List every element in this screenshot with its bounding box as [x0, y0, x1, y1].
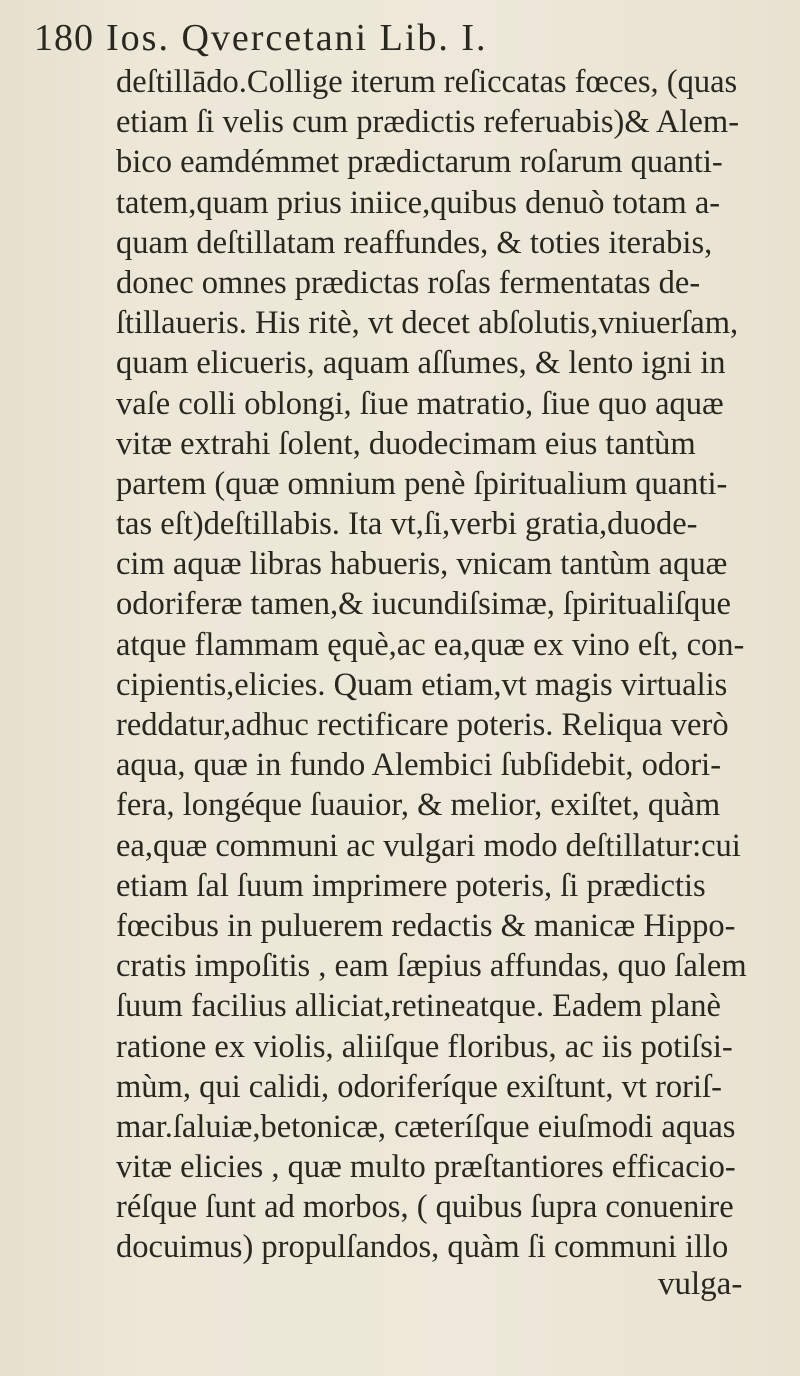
- text-line: donec omnes prædictas roſas fermentatas de-: [116, 264, 701, 301]
- text-line: réſque ſunt ad morbos, ( quibus ſupra conuenire: [116, 1189, 734, 1226]
- text-line: tatem,quam prius iniice,quibus denuò totam a-: [116, 184, 721, 221]
- text-line: fœcibus in puluerem redactis & manicæ Hippo-: [116, 907, 736, 944]
- body-text: [116, 62, 796, 1268]
- catchword: vulga-: [658, 1266, 743, 1302]
- text-line: vitæ extrahi ſolent, duodecimam eius tantùm: [116, 425, 696, 462]
- text-line: reddatur,adhuc rectificare poteris. Reliqua verò: [116, 707, 729, 743]
- text-line: atque flammam ęquè,ac ea,quæ ex vino eſt, con-: [116, 626, 745, 663]
- text-line: docuimus) propulſandos, quàm ſi communi illo: [116, 1229, 729, 1266]
- text-line: bico eamdémmet prædictarum roſarum quanti-: [116, 144, 723, 181]
- text-line: aqua, quæ in fundo Alembici ſubſidebit, odori-: [116, 747, 722, 784]
- text-line: quam deſtillatam reaffundes, & toties iterabis,: [116, 224, 713, 261]
- text-line: mar.ſaluiæ,betonicæ, cæteríſque eiuſmodi aquas: [116, 1108, 736, 1145]
- text-line: mùm, qui calidi, odoriferíque exiſtunt, vt roriſ-: [116, 1068, 722, 1105]
- text-line: tas eſt)deſtillabis. Ita vt,ſi,verbi gratia,duode-: [116, 506, 698, 543]
- running-head: [34, 12, 734, 64]
- running-title: Ios. Qvercetani Lib. I.: [106, 17, 488, 59]
- text-line: cim aquæ libras habueris, vnicam tantùm aquæ: [116, 546, 728, 583]
- text-line: odoriferæ tamen,& iucundiſsimæ, ſpiritualiſque: [116, 586, 731, 623]
- text-line: vaſe colli oblongi, ſiue matratio, ſiue quo aquæ: [116, 385, 724, 422]
- text-line: quam elicueris, aquam aſſumes, & lento igni in: [116, 345, 726, 382]
- text-line: deſtillādo.Collige iterum reſiccatas fœces, (quas: [116, 64, 738, 100]
- text-line: etiam ſi velis cum prædictis referuabis)& Alem-: [116, 104, 740, 141]
- text-line: ſuum facilius alliciat,retineatque. Eadem planè: [116, 988, 721, 1025]
- text-line: partem (quæ omnium penè ſpiritualium quanti-: [116, 465, 728, 502]
- page-number: 180: [34, 17, 94, 59]
- text-line: fera, longéque ſuauior, & melior, exiſtet, quàm: [116, 787, 721, 824]
- text-line: ratione ex violis, aliiſque floribus, ac iis potiſsi-: [116, 1028, 733, 1065]
- text-line: cipientis,elicies. Quam etiam,vt magis virtualis: [116, 666, 728, 703]
- text-line: vitæ elicies , quæ multo præſtantiores efficacio-: [116, 1149, 736, 1186]
- text-line: etiam ſal ſuum imprimere poteris, ſi prædictis: [116, 867, 706, 904]
- text-line: ea,quæ communi ac vulgari modo deſtillatur:cui: [116, 827, 741, 864]
- text-line: cratis impoſitis , eam ſæpius affundas, quo ſalem: [116, 948, 747, 985]
- text-line: ſtillaueris. His ritè, vt decet abſolutis,vniuerſam,: [116, 305, 739, 342]
